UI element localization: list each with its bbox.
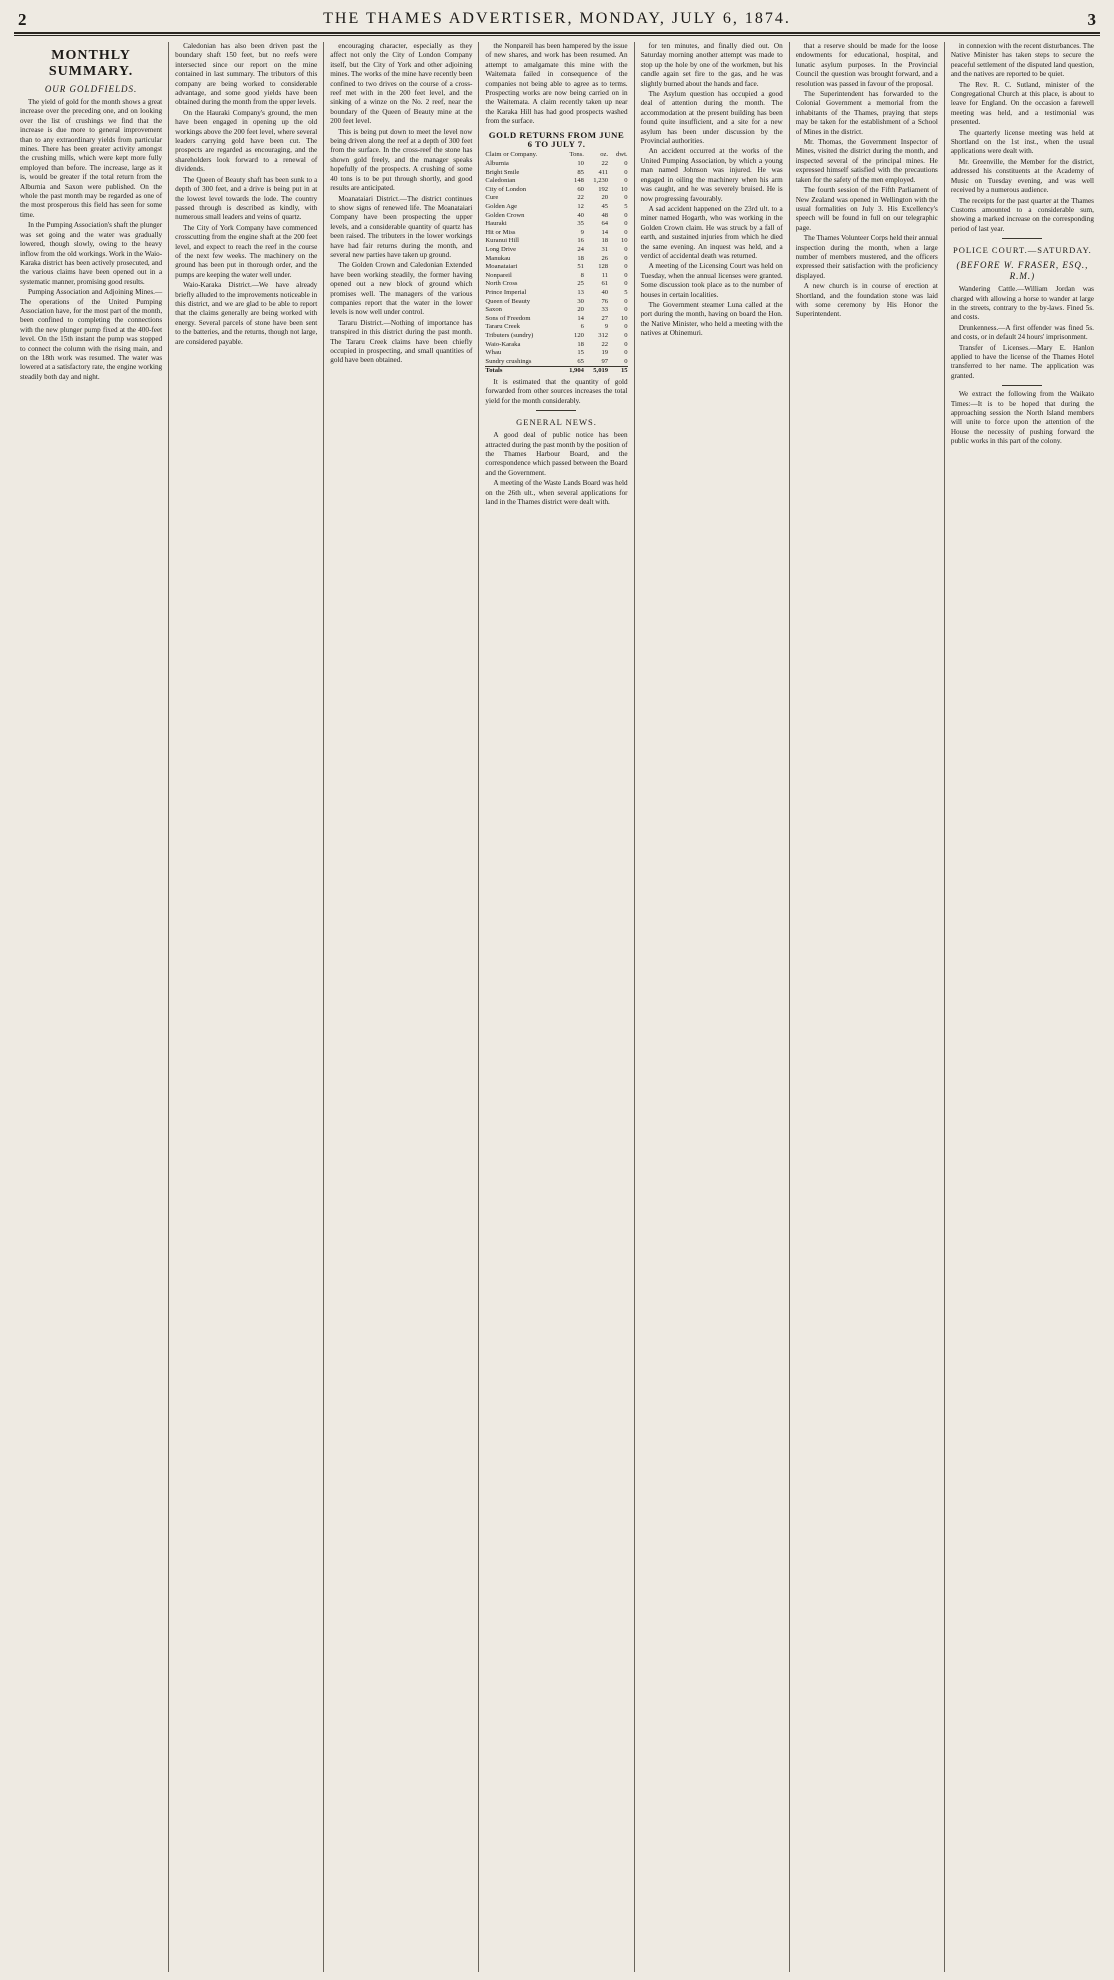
paragraph: This is being put down to meet the level now being driven along the reef at a depth of 300 feet from the surface. In the cross-reef the stone has shown gold freely, and the manager speaks hopefully of the prospects. A crushing of some 40 tons is to be put through shortly, and good results are anticipated. <box>330 127 473 193</box>
gold-returns-row <box>485 306 627 315</box>
gold-returns-row <box>485 160 627 169</box>
tons: 60 <box>577 185 584 193</box>
monthly-summary-heading: MONTHLY SUMMARY. <box>48 48 134 79</box>
gold-returns-header <box>485 151 627 160</box>
claim-name: Whau <box>485 349 502 357</box>
ounces: 128 <box>598 263 609 271</box>
pennyweights: 0 <box>624 160 628 168</box>
gold-returns-row <box>485 255 627 264</box>
tons: 20 <box>577 306 584 314</box>
tons: 65 <box>577 357 584 365</box>
claim-name: Caledonian <box>485 177 516 185</box>
paragraph: A meeting of the Waste Lands Board was held on the 26th ult., when several applications for land in the Thames district were dealt with. <box>485 479 628 506</box>
claim-name: Nonpareil <box>485 271 512 279</box>
tons: 9 <box>580 228 584 236</box>
divider <box>1002 385 1042 386</box>
masthead-title: THE THAMES ADVERTISER, MONDAY, JULY 6, 1874. <box>323 10 791 27</box>
ounces: 40 <box>601 288 609 296</box>
tons: 10 <box>577 160 584 168</box>
total-tons: 1,904 <box>560 367 584 376</box>
gold-returns-row <box>485 194 627 203</box>
pennyweights: 0 <box>624 357 628 365</box>
paragraph: encouraging character, especially as they affect not only the City of London Company itself, but the City of York and other adjoining mines. The works of the mine have recently been confined to two drives on the course of a cross-reef met with in the 200 feet level, and the sinking of a winze on the No. 2 reef, near the boundary of the Queen of Beauty mine at the 200 feet level. <box>330 42 473 126</box>
tons: 12 <box>577 203 584 211</box>
claim-name: Waio-Karaka <box>485 340 521 348</box>
police-court-magistrate: (BEFORE W. FRASER, ESQ., R.M.) <box>956 260 1089 282</box>
column-3-paragraphs <box>330 42 472 366</box>
general-news-paragraphs <box>485 431 627 507</box>
paragraph: Wandering Cattle.—William Jordan was charged with allowing a horse to wander at large in the streets, contrary to the by-laws. Fined 5s. and costs. <box>950 285 1094 322</box>
paragraph: A meeting of the Licensing Court was held on Tuesday, when the annual licenses were granted. Some discussion took place as to the number of houses in certain localities. <box>640 262 783 299</box>
claim-name: Golden Crown <box>485 211 525 219</box>
tons: 85 <box>577 168 584 176</box>
paragraph: In the Pumping Association's shaft the plunger was set going and the water was gradually lowered, though slowly, owing to the heavy inflow from the old workings. Work in the Waio-Karaka district has been actively prosecuted, and the various claims have been opened out in a systematic manner, promising good results. <box>20 221 163 286</box>
ounces: 97 <box>601 357 609 365</box>
claim-name: Hauraki <box>485 220 507 228</box>
gold-returns-total <box>485 367 627 376</box>
claim-name: Prince Imperial <box>485 288 527 296</box>
pennyweights: 0 <box>624 340 628 348</box>
tons: 35 <box>577 220 584 228</box>
claim-name: Golden Age <box>485 203 518 211</box>
header-dwt: dwt. <box>616 151 628 159</box>
column-2 <box>169 42 324 1972</box>
claim-name: Long Drive <box>485 246 517 253</box>
pennyweights: 0 <box>624 246 628 253</box>
ounces: 411 <box>598 168 609 176</box>
ounces: 76 <box>601 297 609 305</box>
paragraph: Transfer of Licenses.—Mary E. Hanlon applied to have the license of the Thames Hotel transferred to her name. The application was granted. <box>950 343 1094 380</box>
column-7 <box>945 42 1100 1972</box>
gold-returns-row <box>485 177 627 186</box>
gold-returns-row <box>485 203 627 212</box>
masthead-rule <box>14 35 1100 36</box>
pennyweights: 0 <box>624 194 628 202</box>
paragraph: The yield of gold for the month shows a great increase over the preceding one, and on looking over the list of crushings we find that the increase is due more to general improvement than to any extraordinary yields from particular mines. There has been greater activity amongst the crushing mills, which were kept more fully employed than before. The increase, large as it is, would be greater if the total return from the Alburnia and Saxon were published. On the whole the past month may be regarded as one of the most prosperous this field has seen for some time. <box>20 98 163 219</box>
column-3 <box>324 42 479 1972</box>
paragraph: Mr. Greenville, the Member for the district, addressed his constituents at the Academy of Music on Tuesday evening, and was well received by a numerous audience. <box>950 157 1094 195</box>
pennyweights: 0 <box>624 211 628 219</box>
page-number-left: 2 <box>18 10 27 29</box>
ounces: 22 <box>601 160 609 168</box>
gold-returns-row <box>485 289 627 298</box>
paragraph: the Nonpareil has been hampered by the issue of new shares, and work has been resumed. An attempt to amalgamate this mine with the Waitemata failed in consequence of the companies not being able to agree as to terms. Prospecting works are now being carried on in the Waitemata. A claim recently taken up near the Karaka Hill has had good prospects washed from the surface. <box>485 42 628 126</box>
pennyweights: 10 <box>620 185 628 193</box>
column-6-paragraphs <box>796 42 938 320</box>
column-4-paragraphs <box>485 42 627 127</box>
divider <box>1002 238 1042 239</box>
claim-name: North Cross <box>485 280 518 288</box>
gold-returns-row <box>485 263 627 272</box>
pennyweights: 0 <box>624 254 628 262</box>
gold-returns-row <box>485 220 627 229</box>
column-4 <box>479 42 634 1972</box>
paragraph: Pumping Association and Adjoining Mines.—The operations of the United Pumping Association have, for the most part of the month, been confined to completing the connections with the new plunger pump fixed at the 400-feet level. On the 15th instant the pump was stopped to connect the column with the rising main, and on the 18th work was resumed. The water was lowered at a satisfactory rate, the engine working steadily both day and night. <box>20 288 163 381</box>
ounces: 33 <box>601 306 609 314</box>
paragraph: Tararu District.—Nothing of importance has transpired in this district during the past month. The Tararu Creek claims have been chiefly occupied in prospecting, and small quantities of gold have been obtained. <box>330 318 473 365</box>
paragraph: The quarterly license meeting was held at Shortland on the 1st inst., when the usual applications were dealt with. <box>950 128 1094 156</box>
gold-returns-row <box>485 349 627 358</box>
paragraph: for ten minutes, and finally died out. On Saturday morning another attempt was made to stop up the hole by one of the workmen, but his candle again set fire to the gas, and he was slightly burned about the hands and face. <box>640 42 783 88</box>
tons: 22 <box>577 194 584 202</box>
tons: 6 <box>580 323 584 331</box>
gold-returns-body <box>485 160 627 367</box>
column-1 <box>14 42 169 1972</box>
paragraph: The fourth session of the Fifth Parliament of New Zealand was opened in Wellington with the usual formalities on July 3. His Excellency's speech will be found in full on our telegraphic page. <box>795 186 938 232</box>
paragraph: Moanataiari District.—The district continues to show signs of renewed life. The Moanataiari Company have been prospecting the upper levels, and a considerable quantity of quartz has been raised. The tributers in the lower workings have had fair returns during the month, and several new parties have taken up ground. <box>330 194 473 259</box>
ounces: 11 <box>601 271 609 279</box>
gold-returns-note: It is estimated that the quantity of gold forwarded from other sources increases the total yield for the month considerably. <box>485 377 628 405</box>
pennyweights: 0 <box>624 271 628 279</box>
tons: 120 <box>574 331 584 339</box>
pennyweights: 10 <box>620 237 628 245</box>
tons: 18 <box>577 340 584 348</box>
masthead <box>14 4 1100 34</box>
gold-returns-row <box>485 237 627 246</box>
paragraph: Waio-Karaka District.—We have already briefly alluded to the improvements noticeable in this district, and we are glad to be able to report that the claims generally are being worked with energy. Several parcels of stone have been sent to the batteries, and the returns, though not large, are considered payable. <box>175 281 318 346</box>
columns <box>14 42 1100 1972</box>
paragraph: Mr. Thomas, the Government Inspector of Mines, visited the district during the month, and inspected several of the principal mines. He expressed himself satisfied with the precautions taken for the safety of the men employed. <box>795 138 938 184</box>
ounces: 9 <box>604 323 609 331</box>
ounces: 192 <box>598 185 609 193</box>
tons: 51 <box>577 263 584 271</box>
tons: 13 <box>577 288 584 296</box>
paragraph: The Rev. R. C. Sutland, minister of the Congregational Church at this place, is about to leave for England. On the occasion a farewell meeting was held, and a testimonial was presented. <box>950 80 1094 127</box>
gold-returns-row <box>485 169 627 178</box>
pennyweights: 0 <box>624 263 628 271</box>
column-7-paragraphs <box>951 42 1094 234</box>
claim-name: Cure <box>485 194 499 202</box>
pennyweights: 0 <box>624 323 628 331</box>
goldfields-subheading: OUR GOLDFIELDS. <box>44 84 138 94</box>
ounces: 48 <box>601 211 609 219</box>
pennyweights: 0 <box>624 177 628 185</box>
gold-returns-row <box>485 186 627 195</box>
header-tons: Tons. <box>569 151 584 159</box>
gold-returns-row <box>485 358 627 367</box>
pennyweights: 0 <box>624 349 628 357</box>
claim-name: City of London <box>485 185 527 193</box>
gold-returns-row <box>485 323 627 332</box>
gold-returns-row <box>485 341 627 350</box>
column-1-paragraphs <box>20 98 162 382</box>
total-dwt: 15 <box>608 367 627 376</box>
paragraph: An accident occurred at the works of the United Pumping Association, by which a young man named Johnson was injured. He was engaged in oiling the machinery when his arm was caught, and he was severely bruised. He is now progressing favourably. <box>640 147 783 203</box>
tons: 16 <box>577 237 584 245</box>
header-claim: Claim or Company. <box>485 151 538 159</box>
column-5-paragraphs <box>641 42 783 339</box>
claim-name: Hit or Miss <box>485 228 516 236</box>
paragraph: The Asylum question has occupied a good deal of attention during the month. The accommodation at the present building has been found quite insufficient, and a site for a new asylum has been under discussion by the Provincial authorities. <box>640 90 783 146</box>
ounces: 31 <box>601 246 609 253</box>
tons: 8 <box>580 271 584 279</box>
claim-name: Manukau <box>485 254 511 262</box>
closing-paragraph: We extract the following from the Waikato Times:—It is to be hoped that during the approaching session the North Island members will unite to force upon the attention of the House the necessity of pushing forward the public works in this part of the colony. <box>950 390 1094 446</box>
paragraph: The Queen of Beauty shaft has been sunk to a depth of 300 feet, and a drive is being put in at the lowest level towards the lode. The country passed through is described as kindly, with numerous small leaders and veins of quartz. <box>175 175 318 222</box>
ounces: 61 <box>601 280 609 288</box>
paragraph: The Superintendent has forwarded to the Colonial Government a memorial from the inhabitants of the Thames, praying that steps may be taken for the establishment of a School of Mines in the district. <box>795 90 938 136</box>
tons: 30 <box>577 297 584 305</box>
gold-returns-row <box>485 212 627 221</box>
tons: 25 <box>577 280 584 288</box>
paragraph: in connexion with the recent disturbances. The Native Minister has taken steps to secure the peaceful settlement of the disputed land question, and the natives are reported to be quiet. <box>950 42 1094 79</box>
tons: 148 <box>574 177 584 185</box>
tons: 14 <box>577 314 584 322</box>
paragraph: A sad accident happened on the 23rd ult. to a miner named Hogarth, who was working in the Golden Crown claim. He was struck by a fall of earth, and sustained injuries from which he died the same evening. An inquest was held, and a verdict of accidental death was returned. <box>640 204 783 260</box>
gold-returns-title: GOLD RETURNS FROM JUNE 6 TO JULY 7. <box>488 129 625 150</box>
pennyweights: 5 <box>624 288 628 296</box>
pennyweights: 0 <box>624 228 628 236</box>
ounces: 19 <box>601 349 609 357</box>
paragraph: Drunkenness.—A first offender was fined 5s. and costs, or in default 24 hours' imprisonment. <box>950 323 1094 342</box>
tons: 24 <box>577 246 584 253</box>
column-2-paragraphs <box>175 42 317 347</box>
paragraph: The Government steamer Luna called at the port during the month, having on board the Hon. the Native Minister, who held a meeting with the natives at Ohinemuri. <box>640 300 783 338</box>
claim-name: Moanataiari <box>485 263 518 271</box>
ounces: 18 <box>601 237 609 245</box>
ounces: 312 <box>598 331 609 339</box>
paragraph: A new church is in course of erection at Shortland, and the foundation stone was laid with some ceremony by His Honor the Superintendent. <box>795 282 938 319</box>
tons: 18 <box>577 254 584 262</box>
paragraph: The Golden Crown and Caledonian Extended have been working steadily, the former having opened out a new block of ground which promises well. The managers of the various companies report that the water in the lower levels is now well under control. <box>330 261 473 317</box>
paragraph: The City of York Company have commenced crosscutting from the engine shaft at the 200 feet level, and expect to reach the reef in the course of the next few weeks. The machinery on the ground has been put in thorough order, and the pumps are keeping the water well under. <box>175 223 318 279</box>
claim-name: Alburnia <box>485 160 509 168</box>
ounces: 26 <box>601 254 609 262</box>
total-label: Totals <box>485 367 559 376</box>
claim-name: Sons of Freedom <box>485 314 531 322</box>
claim-name: Tributers (sundry) <box>485 331 534 339</box>
divider <box>536 410 576 411</box>
pennyweights: 0 <box>624 331 628 339</box>
claim-name: Kuranui Hill <box>485 237 519 245</box>
gold-returns-row <box>485 229 627 238</box>
ounces: 20 <box>601 194 609 202</box>
police-court-paragraphs <box>951 285 1094 381</box>
total-oz: 5,019 <box>584 367 608 376</box>
pennyweights: 10 <box>620 314 628 322</box>
gold-returns-row <box>485 272 627 281</box>
pennyweights: 0 <box>624 168 628 176</box>
ounces: 22 <box>601 340 609 348</box>
pennyweights: 0 <box>624 297 628 305</box>
paragraph: A good deal of public notice has been attracted during the past month by the position of the Thames Harbour Board, and the correspondence which passed between the Board and the Government. <box>485 431 628 477</box>
header-oz: oz. <box>600 151 609 159</box>
gold-returns-table <box>485 151 627 375</box>
paragraph: that a reserve should be made for the loose endowments for educational, hospital, and lunatic asylum purposes. In the Provincial Council the question was brought forward, and a resolution was passed in favour of the proposal. <box>795 42 938 88</box>
gold-returns-row <box>485 315 627 324</box>
gold-returns-row <box>485 280 627 289</box>
pennyweights: 0 <box>624 306 628 314</box>
page-number-right: 3 <box>1087 10 1096 29</box>
column-5 <box>635 42 790 1972</box>
ounces: 14 <box>601 228 609 236</box>
ounces: 27 <box>601 314 609 322</box>
tons: 40 <box>577 211 584 219</box>
gold-returns-row <box>485 246 627 255</box>
police-court-heading: POLICE COURT.—SATURDAY. <box>953 245 1092 256</box>
claim-name: Saxon <box>485 306 502 314</box>
claim-name: Bright Smile <box>485 168 520 176</box>
ounces: 64 <box>601 220 609 228</box>
column-6 <box>790 42 945 1972</box>
claim-name: Sundry crushings <box>485 357 532 365</box>
pennyweights: 0 <box>624 280 628 288</box>
pennyweights: 5 <box>624 203 628 211</box>
claim-name: Tararu Creek <box>485 323 520 331</box>
gold-returns-row <box>485 298 627 307</box>
gold-returns-row <box>485 332 627 341</box>
paragraph: The Thames Volunteer Corps held their annual inspection during the month, when a large number of members mustered, and the officers expressed their satisfaction with the proficiency displayed. <box>795 234 938 280</box>
pennyweights: 0 <box>624 220 628 228</box>
paragraph: Caledonian has also been driven past the boundary shaft 150 feet, but no reefs were intersected since our report on the mine contained in last summary. The tributors of this company are being worked to considerable advantage, and some good yields have been obtained during the month from the upper levels. <box>175 42 318 107</box>
ounces: 1,230 <box>593 177 609 185</box>
paragraph: On the Hauraki Company's ground, the men have been engaged in opening up the old workings above the 200 feet level, where several leaders carrying gold have been cut. The prospects are regarded as encouraging, and the shareholders look forward to a renewal of dividends. <box>175 108 318 174</box>
claim-name: Queen of Beauty <box>485 297 531 305</box>
paragraph: The receipts for the past quarter at the Thames Customs amounted to a considerable sum, showing a marked increase on the corresponding period of last year. <box>950 196 1094 233</box>
tons: 15 <box>577 349 584 357</box>
general-news-heading: GENERAL NEWS. <box>516 417 597 428</box>
ounces: 45 <box>601 203 609 211</box>
